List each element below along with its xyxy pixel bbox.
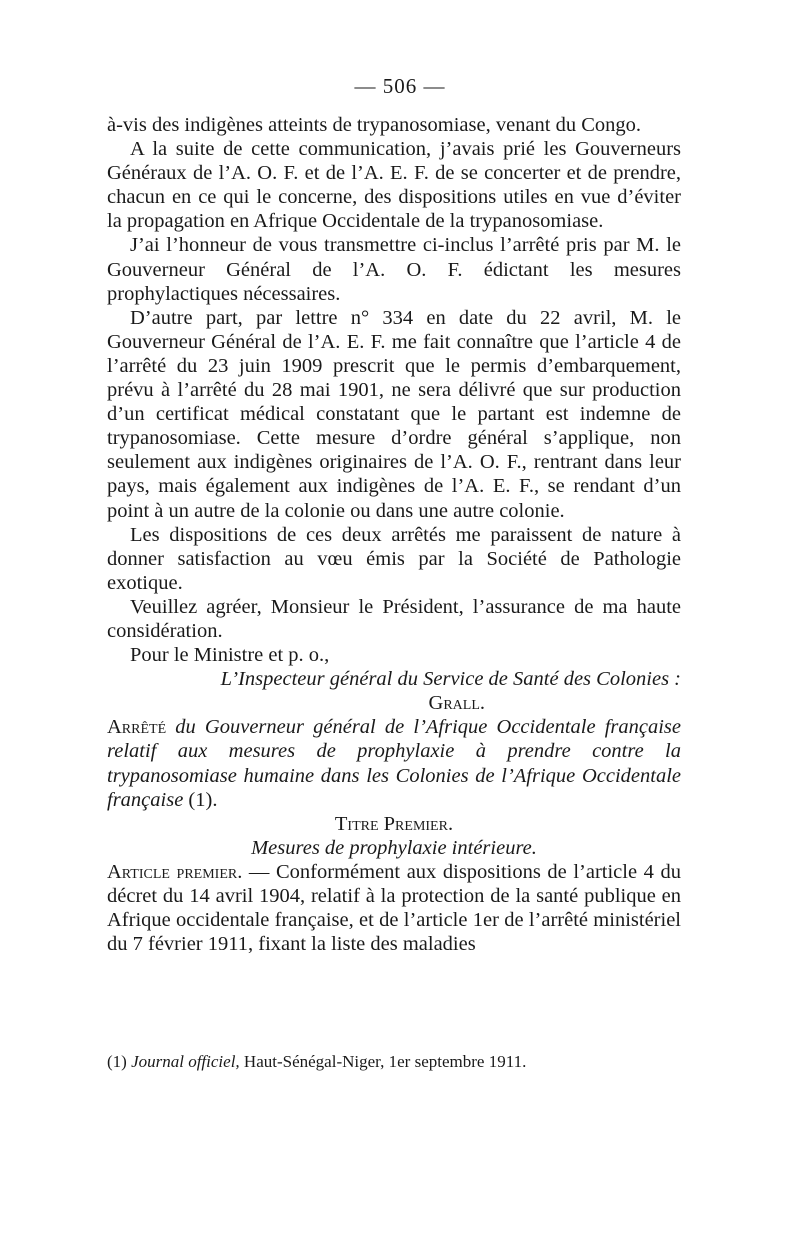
titre-subheading: Mesures de prophylaxie intérieure. [251, 836, 537, 859]
paragraph: A la suite de cette communication, j’avais prié les Gouverneurs Généraux de l’A. O. F. et de l’A. E. F. de se concerter et de prendre, chacun en ce qui le concerne, des dispositions utiles en vue d’éviter la propagation en Afrique Occidentale de la trypanosomiase. [107, 138, 681, 233]
footnote-number: (1) [107, 1052, 127, 1071]
arrete-title: du Gouverneur général de l’Afrique Occidentale française relatif aux mesures de prophylaxie à prendre contre la trypanosomiase humaine dans les Colonies de l’Afrique Occidentale française [107, 716, 681, 811]
article-label: Article premier. [107, 860, 243, 883]
signature-title: L’Inspecteur général du Service de Santé des Colonies : [220, 668, 681, 691]
signature-line: Pour le Ministre et p. o., [130, 644, 330, 667]
paragraph: Veuillez agréer, Monsieur le Président, l’assurance de ma haute considération. [107, 595, 681, 642]
titre-heading: Titre Premier. [334, 812, 454, 835]
paragraph: Les dispositions de ces deux arrêtés me paraissent de nature à donner satisfaction au vœu émis par la Société de Pathologie exotique. [107, 523, 681, 594]
signature-name: Grall. [428, 692, 485, 715]
body-text [107, 113, 681, 956]
arrete-lead: Arrêté [107, 716, 167, 739]
footnote-source: Journal officiel, [131, 1052, 240, 1071]
article-paragraph [107, 860, 681, 956]
footnote [107, 1051, 681, 1073]
paragraph: D’autre part, par lettre n° 334 en date du 22 avril, M. le Gouverneur Général de l’A. E. F. me fait connaître que l’article 4 de l’arrêté du 23 juin 1909 prescrit que le permis d’embarquement, prévu à l’arrêté du 28 mai 1901, ne sera délivré que sur production d’un certificat médical constatant que le partant est indemne de trypanosomiase. Cette mesure d’ordre général s’applique, non seulement aux indigènes originaires de l’A. O. F., rentrant dans leur pays, mais également aux indigènes de l’A. E. F., se rendant d’un point à un autre de la colonie ou dans une autre colonie. [107, 306, 681, 522]
paragraph: J’ai l’honneur de vous transmettre ci-inclus l’arrêté pris par M. le Gouverneur Général de l’A. O. F. édictant les mesures prophylactiques nécessaires. [107, 234, 681, 305]
footnote-text: Haut-Sénégal-Niger, 1er septembre 1911. [239, 1052, 527, 1071]
footnote-ref: (1). [183, 788, 218, 811]
paragraph: à-vis des indigènes atteints de trypanosomiase, venant du Congo. [107, 114, 642, 136]
page-number: — 506 — [354, 74, 446, 98]
article-text: — Conformément aux dispositions de l’article 4 du décret du 14 avril 1904, relatif à la protection de la santé publique en Afrique occidentale française, et de l’article 1er de l’arrêté ministériel du 7 février 1911, fixant la liste des maladies [107, 860, 681, 956]
arrete-heading [107, 715, 681, 811]
